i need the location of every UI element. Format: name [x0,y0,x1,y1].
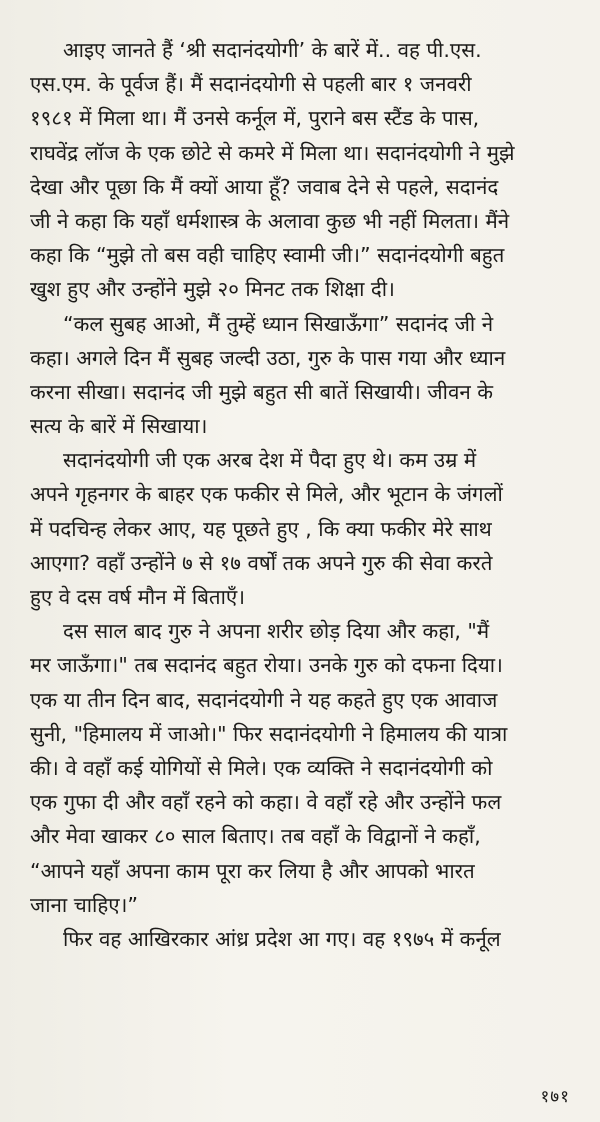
text-line: “आपने यहाँ अपना काम पूरा कर लिया है और आपको भारत [30,858,475,883]
text-line: खुश हुए और उन्होंने मुझे २० मिनट तक शिक्षा दी। [30,277,395,302]
text-line: में पदचिन्ह लेकर आए, यह पूछते हुए , कि क्या फकीर मेरे साथ [30,516,492,541]
text-line: जी ने कहा कि यहाँ धर्मशास्त्र के अलावा कुछ भी नहीं मिलता। मैंने [30,208,510,233]
text-line: हुए वे दस वर्ष मौन में बिताएँ। [30,585,246,609]
text-line: सदानंदयोगी जी एक अरब देश में पैदा हुए थे। कम उम्र में [63,448,477,473]
text-line: दस साल बाद गुरु ने अपना शरीर छोड़ दिया और कहा, "मैं [63,619,490,644]
text-line: १९८१ में मिला था। मैं उनसे कर्नूल में, पुराने बस स्टैंड के पास, [30,106,480,131]
text-line: एस.एम. के पूर्वज हैं। मैं सदानंदयोगी से पहली बार १ जनवरी [30,72,472,97]
page-number: १७१ [540,1087,570,1107]
text-line: सत्य के बारें में सिखाया। [30,414,208,439]
text-line: जाना चाहिए।” [30,892,138,917]
text-line: करना सीखा। सदानंद जी मुझे बहुत सी बातें सिखायी। जीवन के [30,379,493,404]
text-line: “कल सुबह आओ, मैं तुम्हें ध्यान सिखाऊँगा” सदानंद जी ने [63,311,494,336]
text-line: की। वे वहाँ कई योगियों से मिले। एक व्यक्ति ने सदानंदयोगी को [30,755,493,780]
text-line: अपने गृहनगर के बाहर एक फकीर से मिले, और भूटान के जंगलों [30,482,503,507]
text-line: कहा कि “मुझे तो बस वही चाहिए स्वामी जी।” सदानंदयोगी बहुत [30,243,505,268]
text-line: आएगा? वहाँ उन्होंने ७ से १७ वर्षों तक अपने गुरु की सेवा करते [30,550,493,575]
text-line: मर जाऊँगा।" तब सदानंद बहुत रोया। उनके गुरु को दफना दिया। [30,653,503,678]
text-line: एक या तीन दिन बाद, सदानंदयोगी ने यह कहते हुए एक आवाज [30,687,498,712]
text-line: और मेवा खाकर ८० साल बिताए। तब वहाँ के विद्वानों ने कहाँ, [30,824,481,849]
text-line: एक गुफा दी और वहाँ रहने को कहा। वे वहाँ रहे और उन्होंने फल [30,790,502,815]
text-line: देखा और पूछा कि मैं क्यों आया हूँ? जवाब देने से पहले, सदानंद [30,174,499,199]
text-line: फिर वह आखिरकार आंध्र प्रदेश आ गए। वह १९७५ में कर्नूल [63,926,501,951]
text-line: कहा। अगले दिन मैं सुबह जल्दी उठा, गुरु के पास गया और ध्यान [30,345,506,370]
text-line: सुनी, "हिमालय में जाओ।" फिर सदानंदयोगी ने हिमालय की यात्रा [30,721,508,746]
body-text [30,33,578,956]
text-line: आइए जानते हैं ‘श्री सदानंदयोगी’ के बारें में.. वह पी.एस. [63,38,482,62]
text-line: राघवेंद्र लॉज के एक छोटे से कमरे में मिला था। सदानंदयोगी ने मुझे [30,140,515,165]
